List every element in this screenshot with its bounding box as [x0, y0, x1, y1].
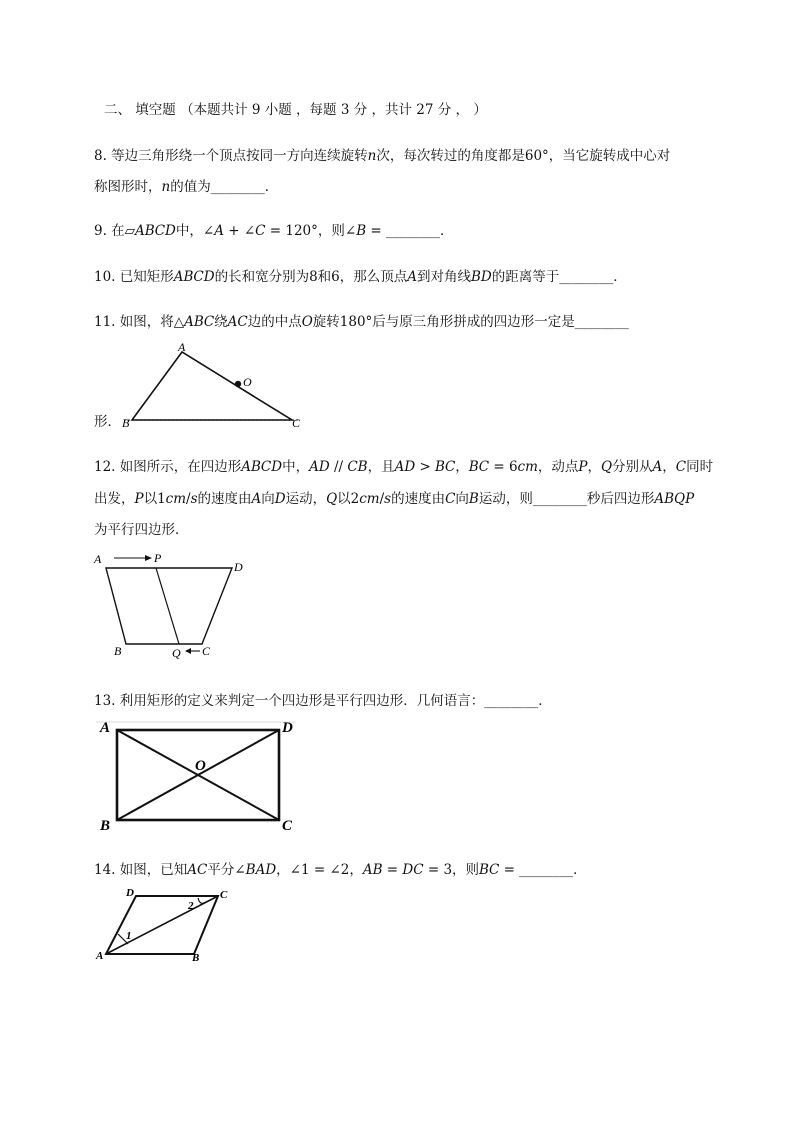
label-angle-1: 1	[126, 930, 132, 942]
label-A: A	[100, 720, 111, 736]
question-12-line-2: 出发，𝑃以1𝑐𝑚/𝑠的速度由𝐴向𝐷运动，𝑄以2𝑐𝑚/𝑠的速度由𝐶向𝐵运动，则________秒后四边形𝐴𝐵𝑄𝑃	[94, 491, 695, 507]
label-B: B	[100, 818, 111, 834]
label-C: C	[292, 416, 301, 430]
label-D: D	[126, 887, 134, 899]
figure-triangle-abc	[92, 338, 322, 438]
label-A: A	[94, 552, 102, 566]
label-angle-2: 2	[188, 900, 194, 912]
question-9-line-1: 9. 在▱𝐴𝐵𝐶𝐷中，∠𝐴 + ∠𝐶 = 120°，则∠𝐵 = ________．	[94, 223, 454, 239]
label-C: C	[220, 889, 228, 901]
label-A: A	[178, 340, 186, 354]
question-11-line-1: 11. 如图，将△𝐴𝐵𝐶绕𝐴𝐶边的中点𝑂旋转180°后与原三角形拼成的四边形一定是________	[94, 314, 629, 330]
label-D: D	[282, 720, 293, 736]
question-11-line-2: 形．	[94, 414, 121, 430]
figure-trapezoid-abcd	[92, 548, 262, 663]
figure-rectangle-abcd	[96, 716, 306, 836]
question-10-line-1: 10. 已知矩形𝐴𝐵𝐶𝐷的长和宽分别为8和6，那么顶点𝐴到对角线𝐵𝐷的距离等于________．	[94, 269, 627, 285]
label-A: A	[96, 950, 104, 962]
label-Q: Q	[172, 646, 181, 660]
figure-parallelogram-abcd	[94, 884, 244, 964]
question-8-line-2: 称图形时，𝑛的值为________．	[94, 179, 279, 195]
question-12-line-1: 12. 如图所示，在四边形𝐴𝐵𝐶𝐷中，𝐴𝐷 // 𝐶𝐵，且𝐴𝐷 > 𝐵𝐶，𝐵𝐶 = 6𝑐𝑚，动点𝑃，𝑄分别从𝐴，𝐶同时	[94, 459, 714, 475]
question-13-line-1: 13. 利用矩形的定义来判定一个四边形是平行四边形．几何语言：________．	[94, 693, 552, 709]
question-8-line-1: 8. 等边三角形绕一个顶点按同一方向连续旋转𝑛次，每次转过的角度都是60°，当它旋转成中心对	[94, 148, 671, 164]
question-14-line-1: 14. 如图，已知𝐴𝐶平分∠𝐵𝐴𝐷，∠1 = ∠2，𝐴𝐵 = 𝐷𝐶 = 3，则𝐵𝐶 = ________．	[94, 862, 587, 878]
label-C: C	[282, 818, 293, 834]
label-B: B	[122, 416, 130, 430]
label-B: B	[114, 644, 122, 658]
label-O: O	[243, 375, 252, 389]
label-D: D	[234, 560, 243, 574]
label-P: P	[154, 551, 162, 565]
label-C: C	[202, 644, 211, 658]
question-12-line-3: 为平行四边形．	[94, 522, 189, 538]
section-title: 二、 填空题 （本题共计 9 小题 ，每题 3 分 ，共计 27 分 ， ）	[104, 102, 487, 118]
label-O: O	[195, 758, 206, 774]
label-B: B	[192, 952, 200, 964]
